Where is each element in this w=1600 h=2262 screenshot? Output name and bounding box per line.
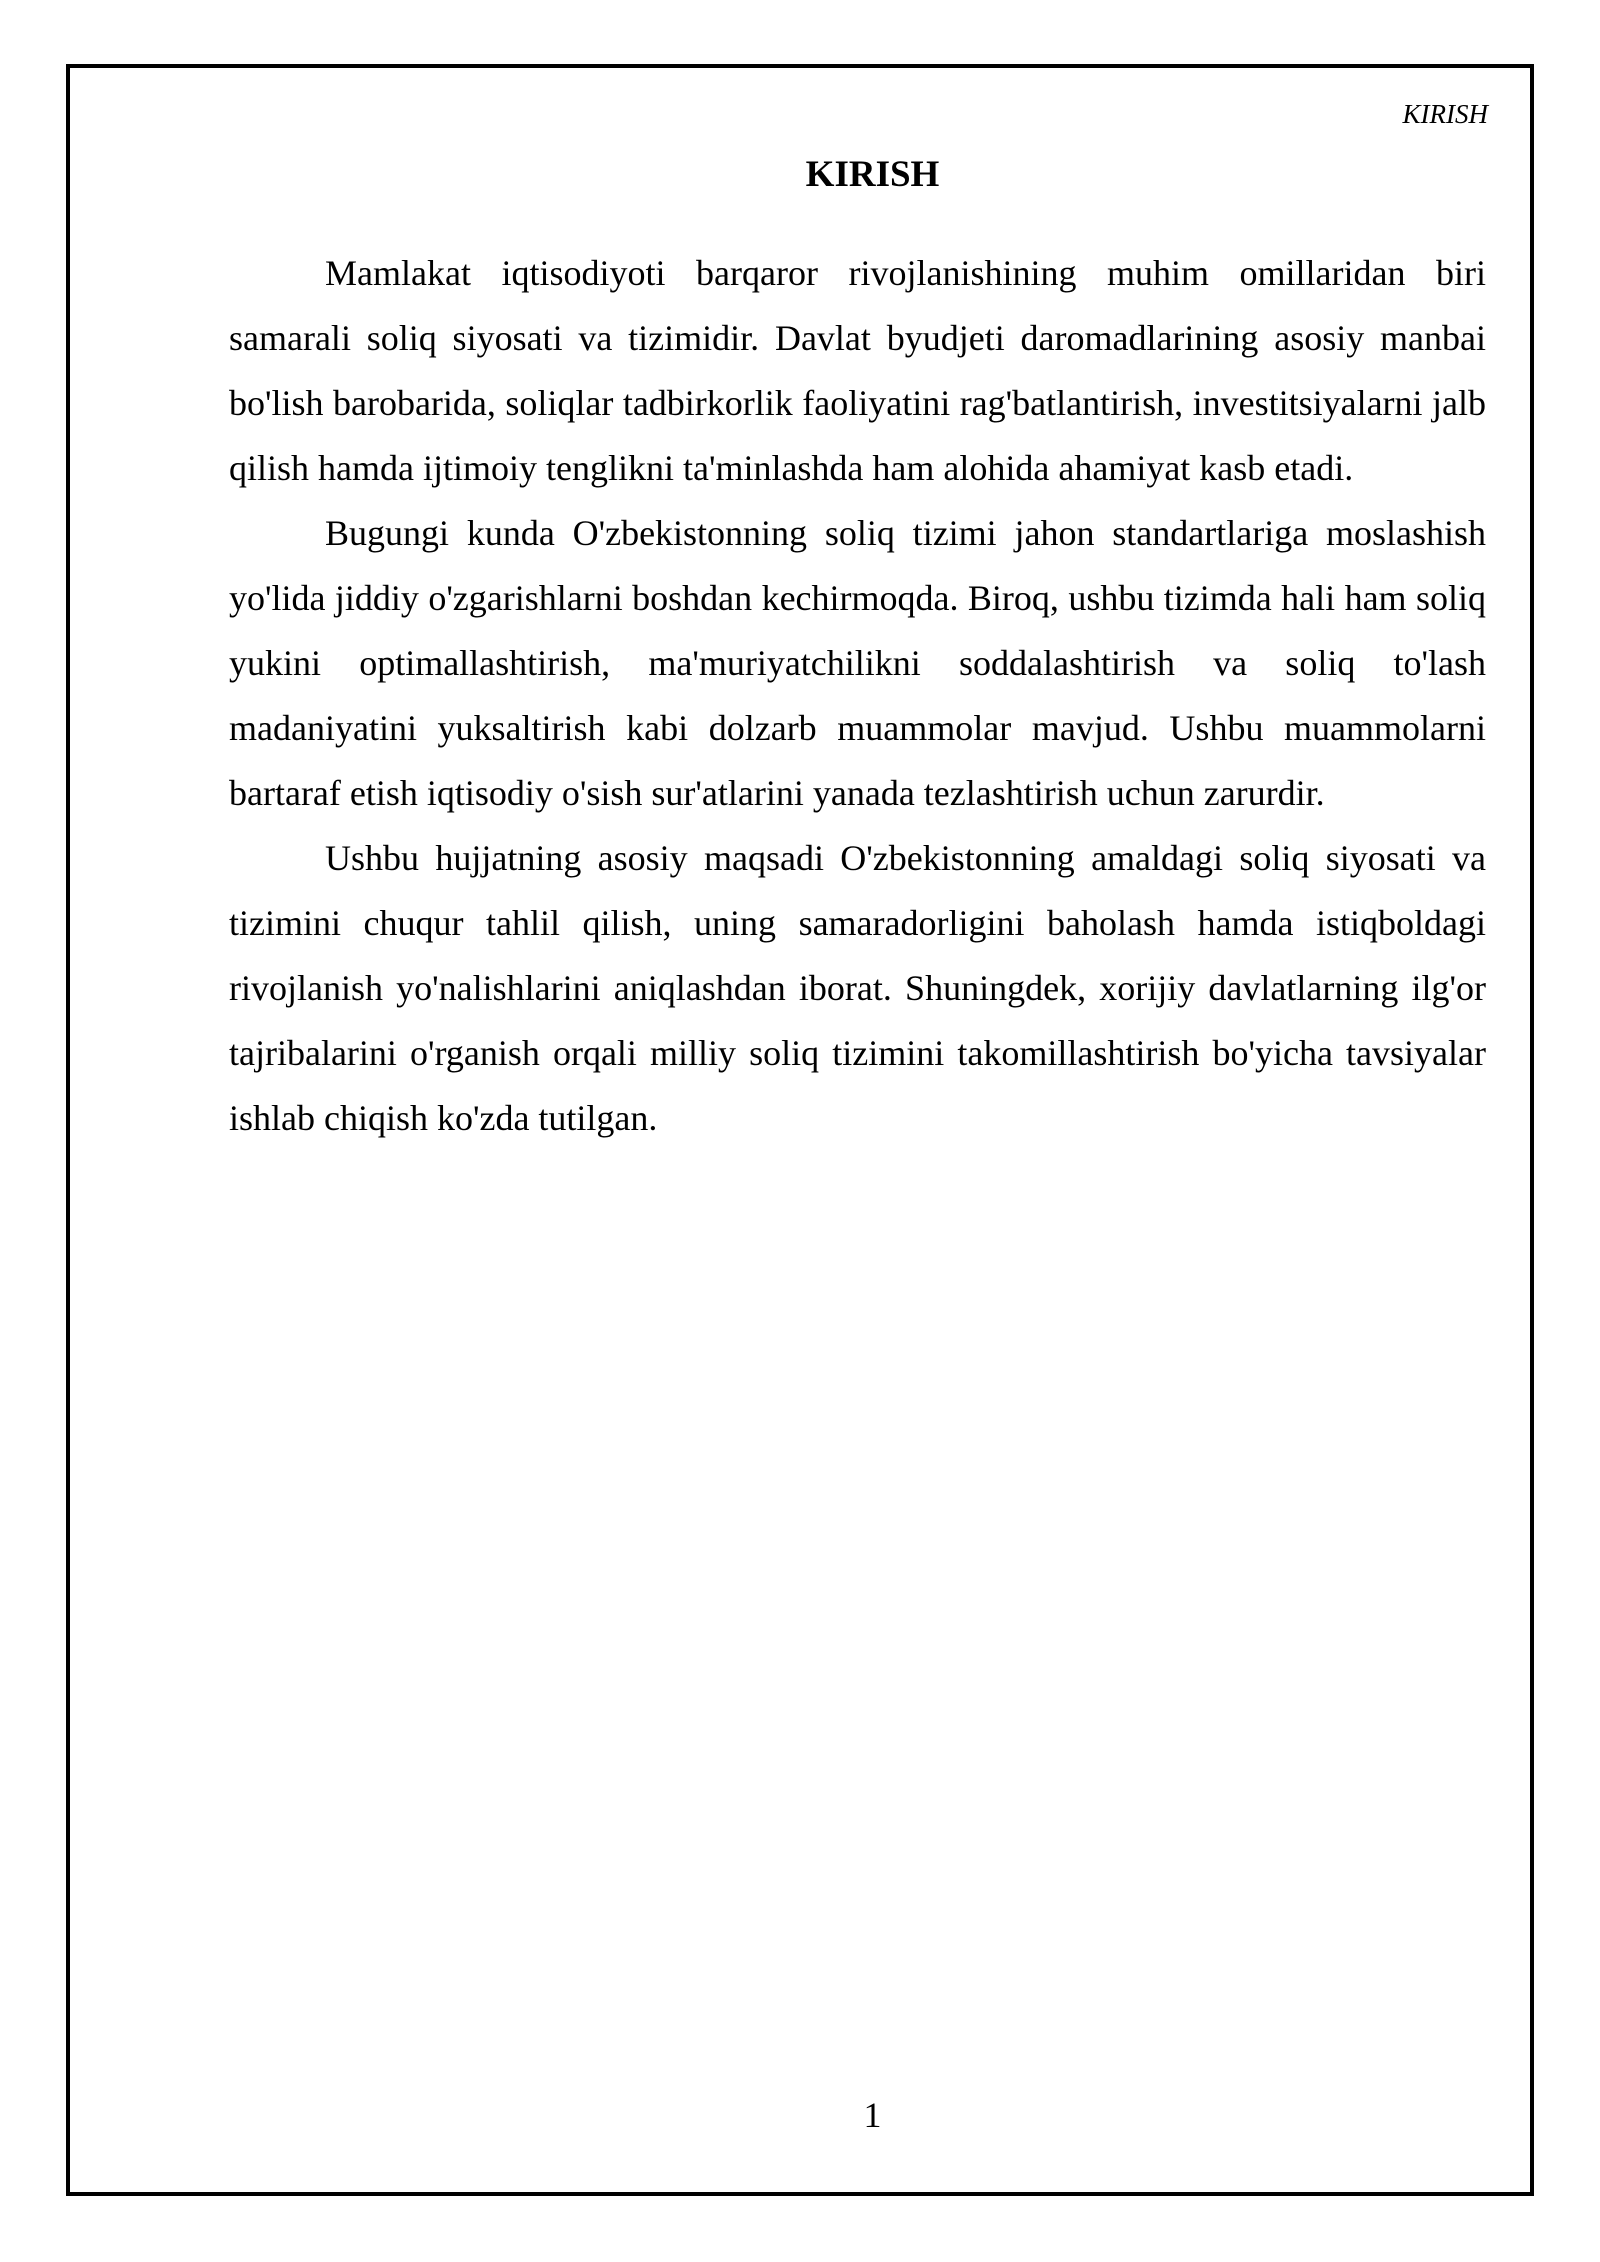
paragraph: Bugungi kunda O'zbekistonning soliq tizimi jahon standartlariga moslashish yo'lida jiddiy o'zgarishlarni boshdan kechirmoqda. Biroq, ushbu tizimda hali ham soliq yukini optimallashtirish, ma'muriyatchilikni soddalashtirish va soliq to'lash madaniyatini yuksaltirish kabi dolzarb muammolar mavjud. Ushbu muammolarni bartaraf etish iqtisodiy o'sish sur'atlarini yanada tezlashtirish uchun zarurdir. bbox=[229, 513, 1486, 813]
body-text bbox=[229, 241, 1486, 1151]
paragraph: Ushbu hujjatning asosiy maqsadi O'zbekistonning amaldagi soliq siyosati va tizimini chuqur tahlil qilish, uning samaradorligini baholash hamda istiqboldagi rivojlanish yo'nalishlarini aniqlashdan iborat. Shuningdek, xorijiy davlatlarning ilg'or tajribalarini o'rganish orqali milliy soliq tizimini takomillashtirish bo'yicha tavsiyalar ishlab chiqish ko'zda tutilgan. bbox=[229, 838, 1486, 1138]
page-number: 1 bbox=[863, 2095, 882, 2135]
running-header: KIRISH bbox=[1402, 99, 1488, 129]
section-title: KIRISH bbox=[805, 154, 940, 195]
paragraph: Mamlakat iqtisodiyoti barqaror rivojlanishining muhim omillaridan biri samarali soliq siyosati va tizimidir. Davlat byudjeti daromadlarining asosiy manbai bo'lish barobarida, soliqlar tadbirkorlik faoliyatini rag'batlantirish, investitsiyalarni jalb qilish hamda ijtimoiy tenglikni ta'minlashda ham alohida ahamiyat kasb etadi. bbox=[229, 253, 1486, 488]
